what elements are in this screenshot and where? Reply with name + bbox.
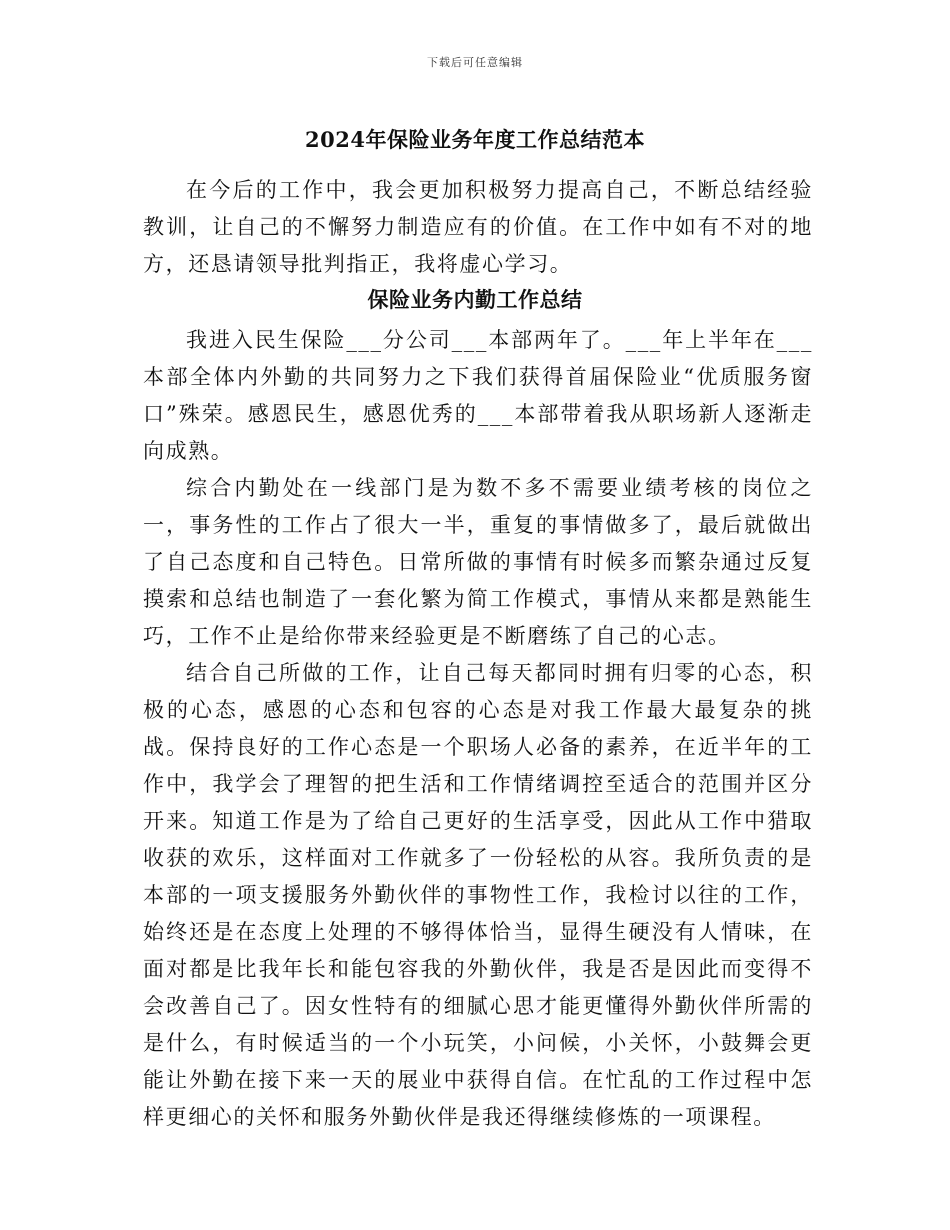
intro-paragraph: 在今后的工作中，我会更加积极努力提高自己，不断总结经验教训，让自己的不懈努力制造应有的价值。在工作中如有不对的地方，还恳请领导批判指正，我将虚心学习。 (143, 178, 813, 276)
document-title: 2024年保险业务年度工作总结范本 (305, 127, 645, 152)
body-text (143, 322, 813, 1136)
download-note: 下载后可任意编辑 (427, 56, 523, 69)
intro-block (143, 172, 813, 283)
body-paragraph-1: 我进入民生保险___分公司___本部两年了。___年上半年在___本部全体内外勤的共同努力之下我们获得首届保险业“优质服务窗口”殊荣。感恩民生，感恩优秀的___本部带着我从职场新人逐渐走向成熟。 (143, 328, 813, 463)
body-paragraph-3: 结合自己所做的工作，让自己每天都同时拥有归零的心态，积极的心态，感恩的心态和包容的心态是对我工作最大最复杂的挑战。保持良好的工作心态是一个职场人必备的素养，在近半年的工作中，我学会了理智的把生活和工作情绪调控至适合的范围并区分开来。知道工作是为了给自己更好的生活享受，因此从工作中猎取收获的欢乐，这样面对工作就多了一份轻松的从容。我所负责的是本部的一项支援服务外勤伙伴的事物性工作，我检讨以往的工作，始终还是在态度上处理的不够得体恰当，显得生硬没有人情味，在面对都是比我年长和能包容我的外勤伙伴，我是否是因此而变得不会改善自己了。因女性特有的细腻心思才能更懂得外勤伙伴所需的是什么，有时候适当的一个小玩笑，小问候，小关怀，小鼓舞会更能让外勤在接下来一天的展业中获得自信。在忙乱的工作过程中怎样更细心的关怀和服务外勤伙伴是我还得继续修炼的一项课程。 (143, 661, 813, 1129)
body-paragraph-2: 综合内勤处在一线部门是为数不多不需要业绩考核的岗位之一，事务性的工作占了很大一半，重复的事情做多了，最后就做出了自己态度和自己特色。日常所做的事情有时候多而繁杂通过反复摸索和总结也制造了一套化繁为简工作模式，事情从来都是熟能生巧，工作不止是给你带来经验更是不断磨练了自己的心志。 (143, 476, 813, 648)
section-title: 保险业务内勤工作总结 (367, 287, 583, 312)
